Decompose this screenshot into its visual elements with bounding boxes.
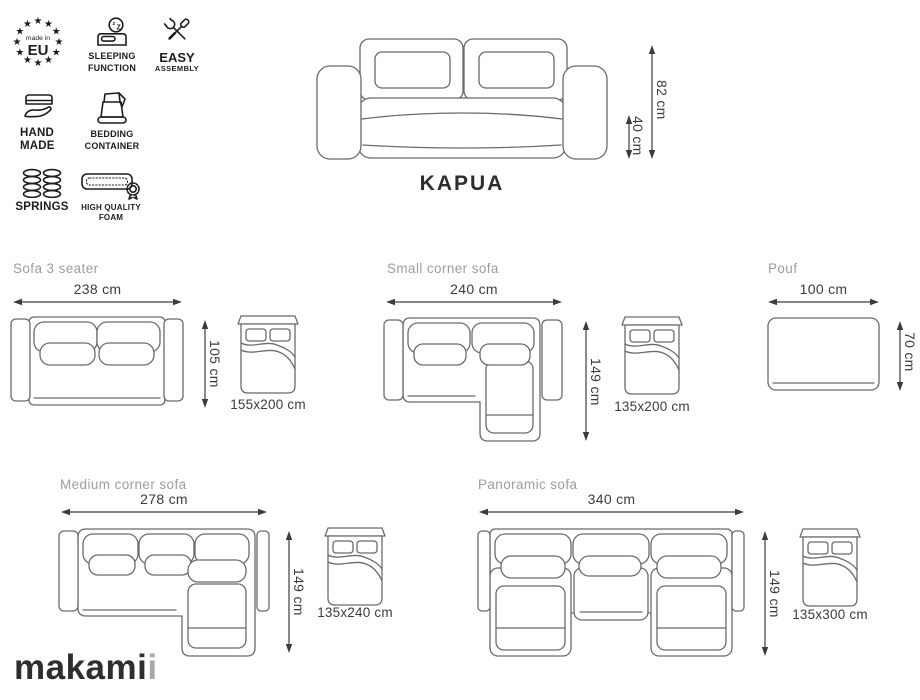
sleep-glyph-2: Z <box>116 24 121 32</box>
sleeping-function-icon <box>95 14 129 48</box>
svg-text:★: ★ <box>12 37 22 48</box>
width-label-sofa3: 238 cm <box>73 281 122 297</box>
width-arrow-small-corner <box>385 297 563 307</box>
foam-label-1: HIGH QUALITY <box>81 203 141 212</box>
springs-icon <box>21 168 63 198</box>
sofa3-top-view-drawing <box>10 316 184 408</box>
width-arrow-pouf <box>767 297 880 307</box>
brand-logo-main: makami <box>14 648 148 687</box>
eu-stars-icon <box>11 12 65 70</box>
bedding-container-icon <box>96 90 128 126</box>
high-quality-foam-icon <box>81 170 141 200</box>
handmade-label-2: MADE <box>20 140 55 153</box>
made-in-eu-badge <box>11 12 65 70</box>
hand-made-icon <box>20 88 58 124</box>
depth-label-pouf: 70 cm <box>902 332 918 372</box>
handmade-label-1: HAND <box>20 127 55 139</box>
high-quality-foam-badge <box>80 170 142 224</box>
hand-made-badge <box>20 88 64 153</box>
product-title: KAPUA <box>419 172 505 195</box>
bedding-container-badge <box>84 90 140 152</box>
bed-icon-panoramic <box>799 528 861 608</box>
bedding-label-2: CONTAINER <box>84 140 140 151</box>
variant-title-pouf: Pouf <box>768 261 798 276</box>
width-arrow-medium-corner <box>60 507 268 517</box>
brand-logo <box>14 648 158 688</box>
easy-label-2: ASSEMBLY <box>154 64 200 73</box>
bed-icon-medium-corner <box>324 527 386 607</box>
bedding-label-1: BEDDING <box>90 129 134 139</box>
sleeping-label-2: FUNCTION <box>87 62 137 73</box>
seat-height-label: 40 cm <box>630 116 646 156</box>
bed-size-label-small-corner: 135x200 cm <box>614 399 690 414</box>
svg-text:★: ★ <box>44 55 53 67</box>
svg-text:★: ★ <box>23 55 32 67</box>
bed-size-label-medium-corner: 135x240 cm <box>317 605 393 620</box>
easy-assembly-badge <box>151 14 203 73</box>
depth-label-sofa3: 105 cm <box>207 340 223 388</box>
bed-icon-sofa3 <box>237 315 299 395</box>
svg-text:★: ★ <box>54 37 64 48</box>
pouf-top-view-drawing <box>767 317 880 392</box>
bed-size-label-panoramic: 135x300 cm <box>792 607 868 622</box>
width-label-panoramic: 340 cm <box>587 491 636 507</box>
medium-corner-top-view-drawing <box>58 528 270 658</box>
bed-size-label-sofa3: 155x200 cm <box>230 397 306 412</box>
sleeping-function-badge <box>83 14 141 74</box>
variant-title-sofa3: Sofa 3 seater <box>13 261 99 276</box>
panoramic-top-view-drawing <box>477 528 745 660</box>
springs-badge <box>15 168 69 214</box>
svg-text:★: ★ <box>51 47 61 59</box>
sleep-glyph-1: z <box>112 21 116 27</box>
foam-label-2: FOAM <box>98 213 124 223</box>
svg-text:★: ★ <box>23 18 32 30</box>
small-corner-top-view-drawing <box>383 317 563 443</box>
width-label-small-corner: 240 cm <box>450 281 498 297</box>
width-arrow-panoramic <box>478 507 745 517</box>
easy-label-1: EASY <box>159 50 195 65</box>
svg-text:★: ★ <box>33 58 43 69</box>
eu-small-text: made in <box>25 35 51 42</box>
depth-label-medium-corner: 149 cm <box>291 568 307 616</box>
width-label-medium-corner: 278 cm <box>140 491 188 507</box>
total-height-label: 82 cm <box>654 80 670 120</box>
sofa-front-view-drawing <box>316 38 608 160</box>
variant-title-medium-corner: Medium corner sofa <box>60 477 187 492</box>
svg-text:★: ★ <box>15 26 25 38</box>
springs-label: SPRINGS <box>15 201 69 213</box>
svg-text:★: ★ <box>15 47 25 59</box>
width-label-pouf: 100 cm <box>799 281 848 297</box>
eu-big-text: EU <box>27 42 49 59</box>
depth-label-panoramic: 149 cm <box>767 570 783 618</box>
width-arrow-sofa3 <box>12 297 183 307</box>
sleeping-label-1: SLEEPING <box>88 51 136 61</box>
svg-text:★: ★ <box>51 26 61 38</box>
easy-assembly-icon <box>160 14 194 48</box>
variant-title-panoramic: Panoramic sofa <box>478 477 578 492</box>
svg-text:★: ★ <box>33 16 43 27</box>
brand-logo-accent: i <box>147 648 158 687</box>
bed-icon-small-corner <box>621 316 683 396</box>
variant-title-small-corner: Small corner sofa <box>387 261 499 276</box>
svg-text:★: ★ <box>44 18 53 30</box>
depth-label-small-corner: 149 cm <box>588 358 604 406</box>
